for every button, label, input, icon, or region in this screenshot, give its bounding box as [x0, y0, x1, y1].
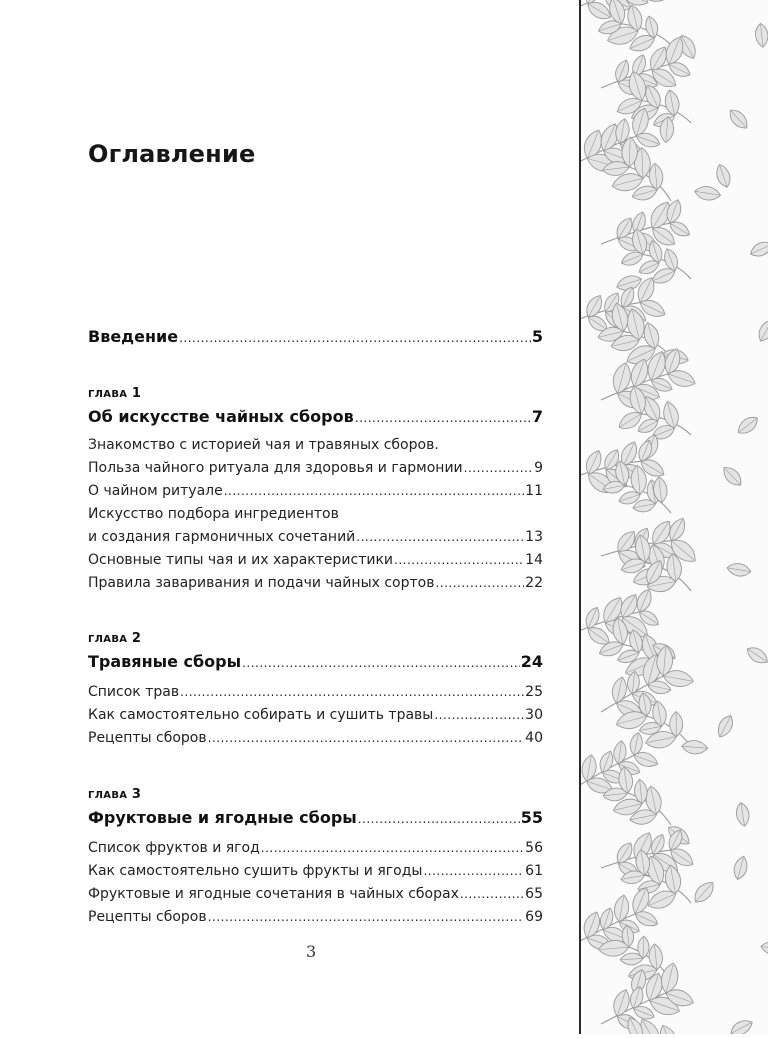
toc-entry-page: 24: [520, 652, 543, 671]
leaf-shape: [681, 739, 708, 755]
dot-leader: [356, 528, 524, 546]
toc-entry[interactable]: [88, 505, 543, 523]
chapter-heading[interactable]: [88, 808, 543, 829]
toc-entry-page: 22: [525, 575, 543, 591]
dot-leader: [464, 459, 533, 477]
toc-entry-intro[interactable]: [88, 327, 543, 348]
toc-entry-label: Фруктовые и ягодные сочетания в чайных сборах: [88, 886, 459, 902]
leaf-shape: [735, 802, 751, 828]
toc-entry[interactable]: [88, 574, 543, 592]
dot-leader: [224, 482, 524, 500]
toc-entry-label: Фруктовые и ягодные сборы: [88, 808, 357, 827]
toc-entry-label: Список фруктов и ягод: [88, 840, 260, 856]
toc-entry-label: Об искусстве чайных сборов: [88, 407, 354, 426]
page-title: Оглавление: [88, 140, 256, 168]
leaf-pattern-panel: [581, 0, 768, 1034]
toc-entry-label: О чайном ритуале: [88, 483, 223, 499]
leaf-shape: [656, 1022, 681, 1034]
chapter-word: ГЛАВА: [88, 634, 128, 645]
toc-entry[interactable]: [88, 459, 543, 477]
leaf-shape: [754, 23, 768, 48]
toc-entry-page: 40: [525, 730, 543, 746]
leaf-shape: [744, 644, 768, 668]
toc-entry-page: 65: [525, 886, 543, 902]
chapter-label: [88, 386, 141, 401]
leaf-shape: [732, 855, 750, 881]
leaf-shape: [612, 894, 630, 923]
leaf-shape: [583, 605, 603, 631]
toc-entry-page: 69: [525, 909, 543, 925]
toc-entry-label: Рецепты сборов: [88, 730, 207, 746]
toc-entry-label: Список трав: [88, 684, 180, 700]
toc-entry-label: Рецепты сборов: [88, 909, 207, 925]
toc-entry[interactable]: [88, 528, 543, 546]
dot-leader: [435, 574, 524, 592]
toc-entry[interactable]: [88, 706, 543, 724]
toc-entry-label: Как самостоятельно сушить фрукты и ягоды: [88, 863, 423, 879]
chapter-number: 1: [131, 386, 141, 401]
leaf-shape: [735, 413, 762, 437]
toc-entry[interactable]: [88, 482, 543, 500]
toc-entry-page: 30: [525, 707, 543, 723]
toc-entry-label: Как самостоятельно собирать и сушить травы: [88, 707, 434, 723]
leaf-shape: [755, 317, 768, 344]
toc-entry[interactable]: [88, 729, 543, 747]
toc-entry-page: 11: [525, 483, 543, 499]
dot-leader: [180, 683, 524, 701]
leaf-branch-pattern: [581, 0, 768, 1034]
page-number: 3: [306, 942, 317, 961]
leaf-shape: [612, 740, 627, 765]
dot-leader: [261, 839, 524, 857]
leaf-shape: [726, 106, 751, 132]
leaf-shape: [610, 676, 629, 705]
leaf-shape: [583, 448, 605, 477]
toc-entry-label: и создания гармоничных сочетаний: [88, 529, 356, 545]
toc-entry[interactable]: [88, 908, 543, 926]
toc-entry-label: Введение: [88, 327, 179, 346]
dot-leader: [434, 706, 524, 724]
dot-leader: [394, 551, 524, 569]
toc-entry-page: 25: [525, 684, 543, 700]
leaf-shape: [714, 713, 736, 740]
leaf-shape: [714, 163, 733, 190]
toc-entry-label: Польза чайного ритуала для здоровья и гармонии: [88, 460, 463, 476]
chapter-label: [88, 787, 141, 802]
leaf-shape: [720, 463, 746, 489]
chapter-heading[interactable]: [88, 652, 543, 673]
chapter-label: [88, 631, 141, 646]
toc-entry-page: 7: [531, 407, 543, 426]
toc-entry[interactable]: [88, 885, 543, 903]
dot-leader: [208, 729, 525, 747]
dot-leader: [242, 653, 520, 673]
leaf-shape: [630, 227, 650, 256]
toc-entry-page: 56: [525, 840, 543, 856]
leaf-shape: [726, 562, 752, 578]
toc-entry-page: 13: [525, 529, 543, 545]
toc-entry-page: 5: [531, 327, 543, 346]
leaf-shape: [670, 712, 683, 737]
dot-leader: [355, 408, 531, 428]
leaf-shape: [728, 1017, 755, 1034]
chapter-heading[interactable]: [88, 407, 543, 428]
chapter-word: ГЛАВА: [88, 389, 128, 400]
leaf-shape: [610, 361, 634, 396]
dot-leader: [179, 328, 531, 348]
chapter-number: 2: [131, 631, 141, 646]
leaf-shape: [610, 987, 632, 1018]
dot-leader: [358, 809, 520, 829]
leaf-shape: [690, 878, 717, 906]
toc-entry-page: 61: [525, 863, 543, 879]
toc-entry[interactable]: [88, 862, 543, 880]
leaf-shape: [664, 198, 684, 226]
toc-entry[interactable]: [88, 683, 543, 701]
leaf-shape: [694, 185, 722, 202]
toc-entry-label: Основные типы чая и их характеристики: [88, 552, 394, 568]
dot-leader: [460, 885, 524, 903]
leaf-shape: [748, 238, 768, 259]
toc-entry-label: Травяные сборы: [88, 652, 242, 671]
leaf-shape: [760, 940, 768, 956]
toc-entry-label: Знакомство с историей чая и травяных сборов.: [88, 437, 439, 453]
toc-entry-page: 55: [520, 808, 543, 827]
chapter-word: ГЛАВА: [88, 790, 128, 801]
dot-leader: [423, 862, 524, 880]
toc-entry[interactable]: [88, 551, 543, 569]
toc-entry-label: Правила заваривания и подачи чайных сортов: [88, 575, 435, 591]
toc-entry-page: 9: [534, 460, 543, 476]
toc-entry-page: 14: [525, 552, 543, 568]
dot-leader: [208, 908, 525, 926]
toc-entry[interactable]: [88, 839, 543, 857]
toc-entry[interactable]: [88, 436, 543, 454]
toc-entry-label: Искусство подбора ингредиентов: [88, 506, 339, 522]
chapter-number: 3: [131, 787, 141, 802]
